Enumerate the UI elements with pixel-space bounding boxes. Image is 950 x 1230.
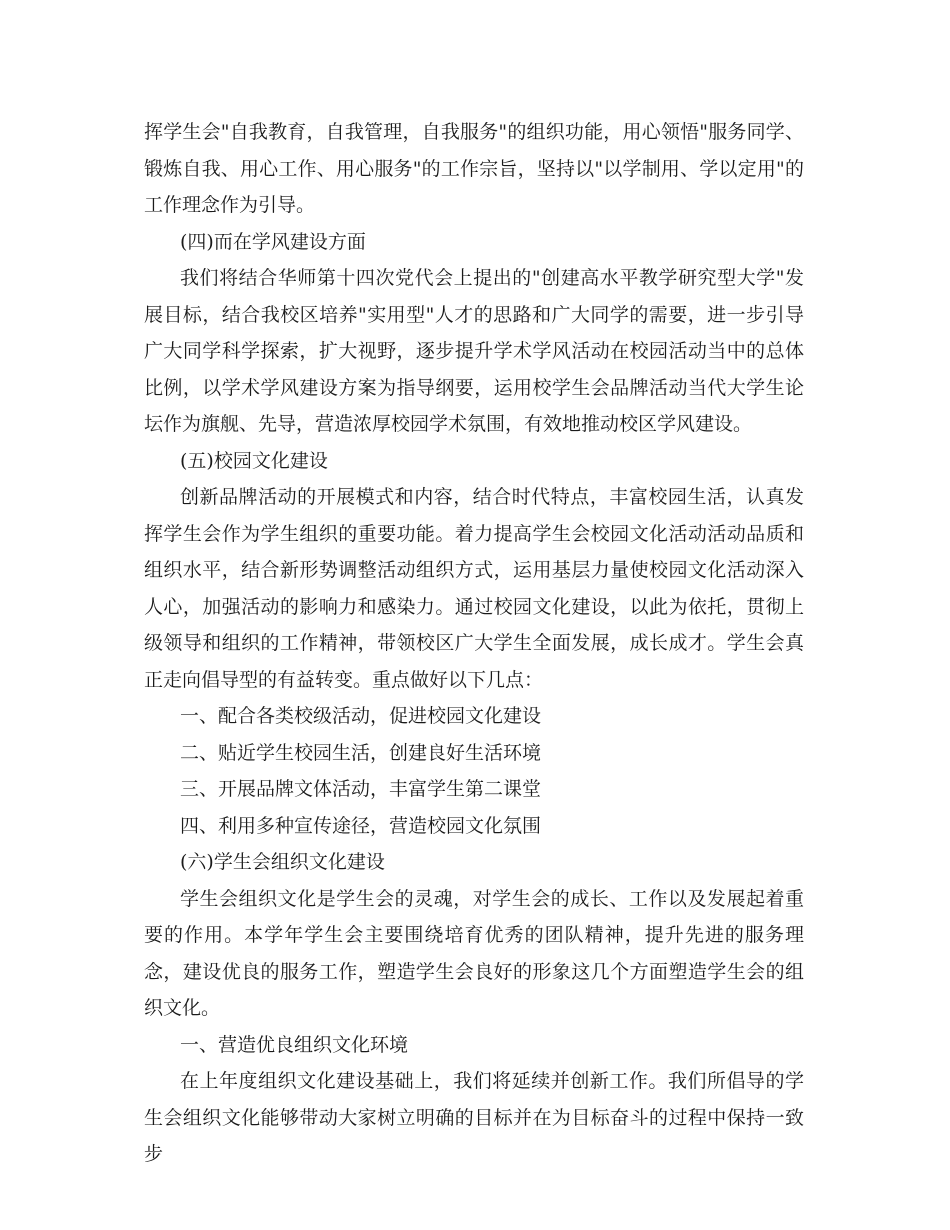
paragraph-campus-culture: 创新品牌活动的开展模式和内容，结合时代特点，丰富校园生活，认真发挥学生会作为学生组织的重要功能。着力提高学生会校园文化活动活动品质和组织水平，结合新形势调整活动组织方式，运用基层力量使校园文化活动深入人心，加强活动的影响力和感染力。通过校园文化建设，以此为依托，贯彻上级领导和组织的工作精神，带领校区广大学生全面发展，成长成才。学生会真正走向倡导型的有益转变。重点做好以下几点： [144, 486, 804, 691]
subheading-environment: 一、营造优良组织文化环境 [180, 1033, 409, 1056]
heading-campus-culture: (五)校园文化建设 [180, 449, 328, 472]
list-item-1: 一、配合各类校级活动，促进校园文化建设 [180, 705, 542, 727]
paragraph-environment: 在上年度组织文化建设基础上，我们将延续并创新工作。我们所倡导的学生会组织文化能够带动大家树立明确的目标并在为目标奋斗的过程中保持一致步 [144, 1070, 804, 1165]
document-body [144, 114, 804, 1173]
paragraph-org-culture: 学生会组织文化是学生会的灵魂，对学生会的成长、工作以及发展起着重要的作用。本学年学生会主要围绕培育优秀的团队精神，提升先进的服务理念，建设优良的服务工作，塑造学生会良好的形象这几个方面塑造学生会的组织文化。 [144, 887, 804, 1019]
paragraph-study-style: 我们将结合华师第十四次党代会上提出的"创建高水平教学研究型大学"发展目标，结合我校区培养"实用型"人才的思路和广大同学的需要，进一步引导广大同学科学探索，扩大视野，逐步提升学术学风活动在校园活动当中的总体比例，以学术学风建设方案为指导纲要，运用校学生会品牌活动当代大学生论坛作为旗舰、先导，营造浓厚校园学术氛围，有效地推动校区学风建设。 [144, 267, 804, 435]
heading-study-style: (四)而在学风建设方面 [180, 230, 366, 253]
paragraph-continuation: 挥学生会"自我教育，自我管理，自我服务"的组织功能，用心领悟"服务同学、锻炼自我、用心工作、用心服务"的工作宗旨，坚持以"以学制用、学以定用"的工作理念作为引导。 [144, 121, 804, 216]
list-item-4: 四、利用多种宣传途径，营造校园文化氛围 [180, 814, 542, 837]
list-item-3: 三、开展品牌文体活动，丰富学生第二课堂 [180, 778, 542, 800]
list-item-2: 二、贴近学生校园生活，创建良好生活环境 [180, 741, 542, 764]
heading-org-culture: (六)学生会组织文化建设 [180, 851, 385, 873]
